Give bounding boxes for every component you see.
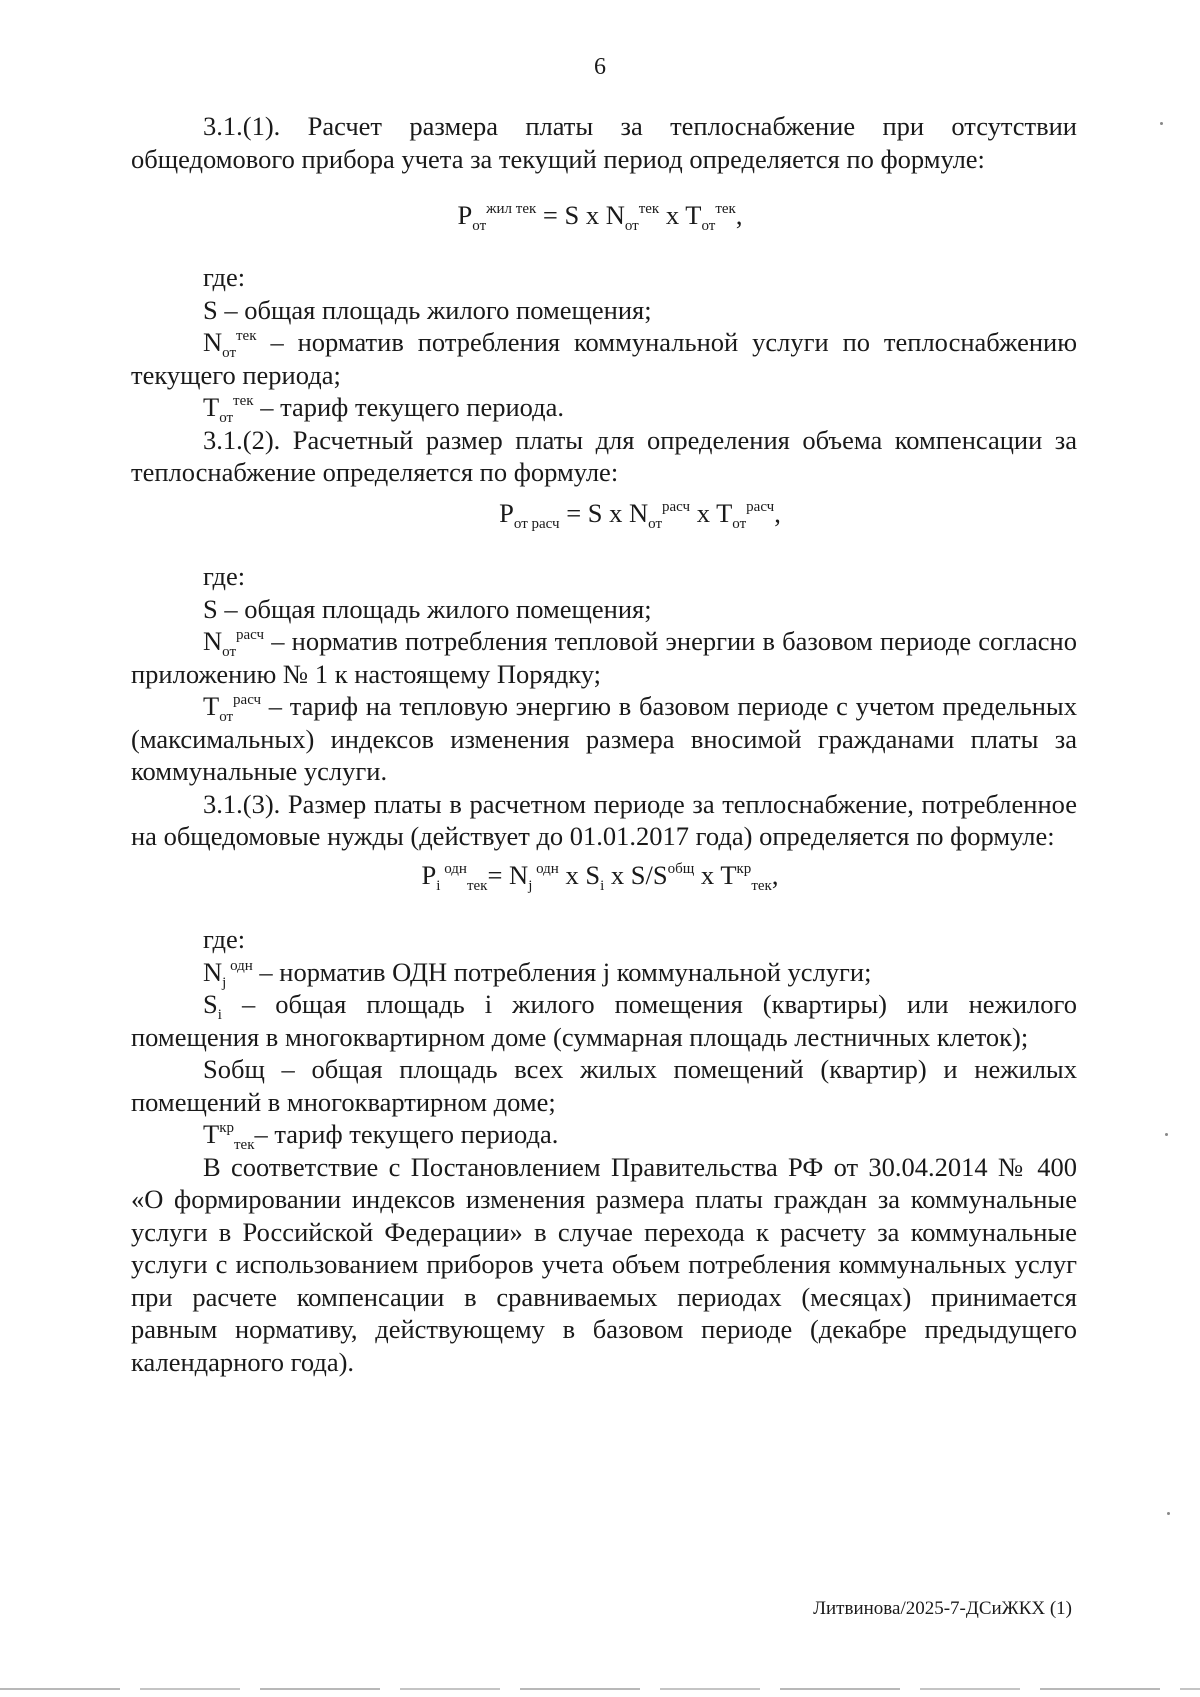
where-label-3: где:: [203, 924, 246, 954]
section-3-1-1-definitions: [131, 261, 1077, 489]
sobsh-definition: Sобщ – общая площадь всех жилых помещений (квартир) и нежилых помещений в многоквартирном доме;: [131, 1054, 1077, 1117]
tkr-definition: $T^{кр}_{тек}-$ тариф текущего периода.: [203, 1119, 559, 1153]
scan-speck: [1167, 1512, 1170, 1515]
where-label-2: где:: [203, 561, 246, 591]
nj-definition: $N_j$ $^{одн}$ – норматив ОДН потребления j коммунальной услуги;: [203, 956, 872, 991]
scan-artifact-line: [0, 1688, 1200, 1690]
formula-2: $P_{от расч} = S$ x $N_{от}^{расч}$ x $T_{от}^{расч}$,: [499, 498, 781, 532]
where-label: где:: [203, 262, 246, 292]
formula-3: $P_i$ $^{одн}_{тек}= N_j$ $^{одн}$ x $S_i$ x $S/S^{общ}$ x $T^{кр}_{тек}$,: [421, 860, 779, 894]
document-footer: Литвинова/2025-7-ДСиЖКХ (1): [813, 1598, 1072, 1619]
n-definition-2: $N_{от}^{расч}$ – норматив потребления тепловой энергии в базовом периоде согласно приложению № 1 к настоящему Порядку;: [131, 626, 1077, 689]
formula-1: $P_{от}^{жил тек} = S$ x $N_{от}^{тек}$ x $T_{от}^{тек}$,: [457, 200, 743, 234]
n-definition: $N_{от}^{тек}$ – норматив потребления коммунальной услуги по теплоснабжению текущего периода;: [131, 327, 1077, 390]
section-3-1-3-intro: 3.1.(3). Размер платы в расчетном периоде за теплоснабжение, потребленное на общедомовые нужды (действует до 01.01.2017 года) определяется по формуле:: [131, 788, 1077, 851]
section-3-1-1-intro-block: [131, 110, 1077, 175]
section-3-1-3-definitions: [131, 923, 1077, 1378]
scan-speck: [1160, 122, 1163, 125]
t-definition-2: $T_{от}^{расч}$ – тариф на тепловую энергию в базовом периоде с учетом предельных (максимальных) индексов изменения размера вносимой гражданами платы за коммунальные услуги.: [131, 691, 1077, 786]
section-3-1-2-definitions: [131, 560, 1077, 853]
section-3-1-2-intro: 3.1.(2). Расчетный размер платы для определения объема компенсации за теплоснабжение определяется по формуле:: [131, 424, 1077, 487]
final-paragraph: В соответствие с Постановлением Правительства РФ от 30.04.2014 № 400 «О формировании индексов изменения размера платы граждан за коммунальные услуги в Российской Федерации» в случае перехода к расчету за коммунальные услуги с использованием приборов учета объем потребления коммунальных услуг при расчете компенсации в сравниваемых периодах (месяцах) принимается равным нормативу, действующему в базовом периоде (декабре предыдущего календарного года).: [131, 1151, 1077, 1377]
si-definition: $S_i$ – общая площадь i жилого помещения (квартиры) или нежилого помещения в многоквартирном доме (суммарная площадь лестничных клеток);: [131, 989, 1077, 1052]
s-definition-2: S – общая площадь жилого помещения;: [203, 593, 652, 624]
page-number: 6: [594, 54, 606, 80]
section-3-1-1-intro: 3.1.(1). Расчет размера платы за теплоснабжение при отсутствии общедомового прибора учета за текущий период определяется по формуле:: [131, 111, 1077, 174]
scan-speck: [1165, 1133, 1168, 1136]
s-definition: S – общая площадь жилого помещения;: [203, 294, 652, 325]
t-definition: $T_{от}^{тек}$ – тариф текущего периода.: [203, 392, 565, 426]
